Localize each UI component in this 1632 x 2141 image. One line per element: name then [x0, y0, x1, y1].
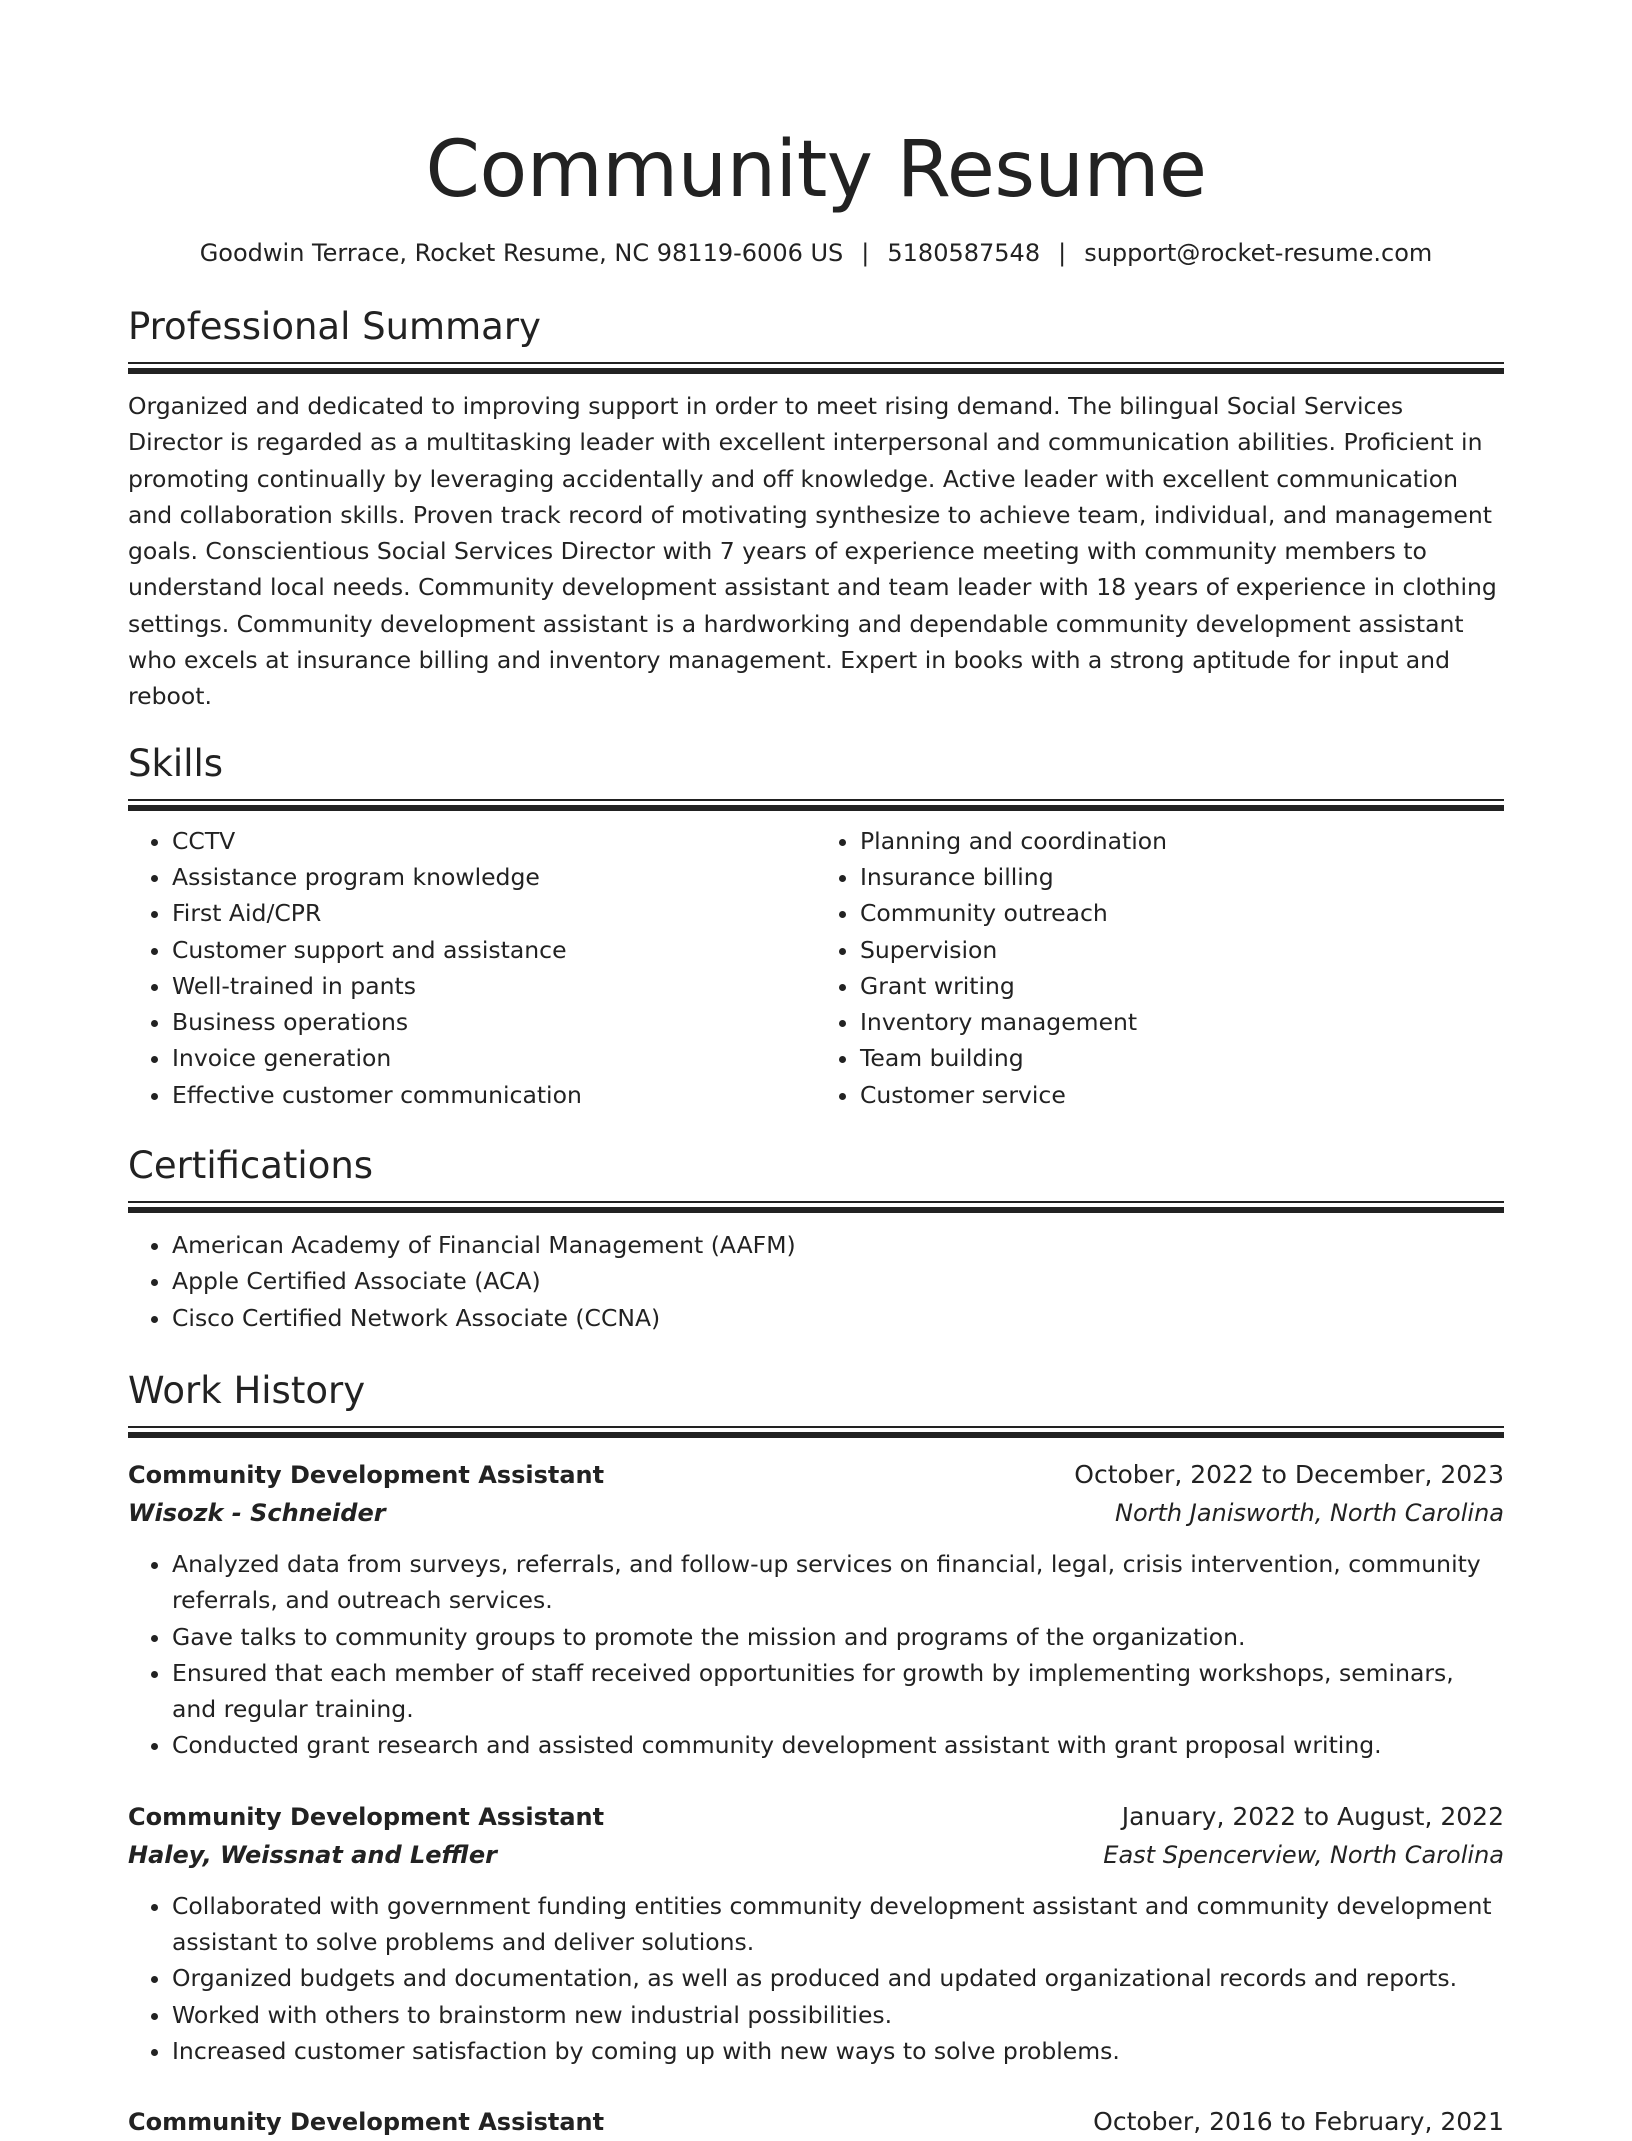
skills-section	[128, 741, 1504, 1113]
job-duty-item: • Collaborated with government funding entities community development assistant and community development assistant to solve problems and deliver solutions.	[172, 1888, 1504, 1961]
certifications-heading: Certifications	[128, 1144, 374, 1188]
certifications-section	[128, 1143, 1504, 1336]
section-divider	[128, 799, 1504, 811]
skills-list-left	[128, 823, 816, 1113]
job-company: Haley, Weissnat and Leffler	[128, 1840, 497, 1869]
certification-item: • Apple Certified Associate (ACA)	[172, 1263, 1504, 1299]
job-duty-item: • Gave talks to community groups to promote the mission and programs of the organization.	[172, 1619, 1504, 1655]
job-entry	[128, 1798, 1504, 2069]
summary-section	[128, 304, 1504, 715]
job-dates: January, 2022 to August, 2022	[1121, 1801, 1504, 1831]
job-title: Community Development Assistant	[128, 2108, 605, 2137]
skill-item: • Planning and coordination	[860, 823, 1504, 859]
job-duty-item: • Organized budgets and documentation, as well as produced and updated organizational records and reports.	[172, 1960, 1504, 1996]
skill-item: • First Aid/CPR	[172, 895, 816, 931]
job-company: Wisozk - Schneider	[128, 1498, 386, 1527]
job-entry	[128, 1456, 1504, 1764]
job-duty-item: • Analyzed data from surveys, referrals, and follow-up services on financial, legal, crisis intervention, community referrals, and outreach services.	[172, 1546, 1504, 1619]
certifications-list	[128, 1227, 1504, 1336]
skill-item: • CCTV	[172, 823, 816, 859]
job-subheader	[128, 1494, 1504, 1532]
skill-item: • Assistance program knowledge	[172, 859, 816, 895]
job-entry	[128, 2103, 1504, 2141]
job-duties	[128, 1546, 1504, 1764]
skills-heading: Skills	[128, 741, 224, 785]
skill-item: • Community outreach	[860, 895, 1504, 931]
skill-item: • Customer service	[860, 1077, 1504, 1113]
job-duties	[128, 1888, 1504, 2069]
skill-item: • Supervision	[860, 932, 1504, 968]
summary-text: Organized and dedicated to improving support in order to meet rising demand. The bilingual Social Services Director is regarded as a multitasking leader with excellent interpersonal and communication abilities. Proficient in promoting continually by leveraging accidentally and off knowledge. Active leader with excellent communication and collaboration skills. Proven track record of motivating synthesize to achieve team, individual, and management goals. Conscientious Social Services Director with 7 years of experience meeting with community members to understand local needs. Community development assistant and team leader with 18 years of experience in clothing settings. Community development assistant is a hardworking and dependable community development assistant who excels at insurance billing and inventory management. Expert in books with a strong aptitude for input and reboot.	[128, 392, 1497, 711]
job-location: North Janisworth, North Carolina	[1114, 1498, 1504, 1527]
section-divider	[128, 362, 1504, 374]
section-divider	[128, 1426, 1504, 1438]
skill-item: • Well-trained in pants	[172, 968, 816, 1004]
skill-item: • Insurance billing	[860, 859, 1504, 895]
contact-email[interactable]: support@rocket-resume.com	[1084, 239, 1433, 267]
job-duty-item: • Increased customer satisfaction by coming up with new ways to solve problems.	[172, 2033, 1504, 2069]
work-history-heading: Work History	[128, 1368, 366, 1412]
skill-item: • Customer support and assistance	[172, 932, 816, 968]
certification-item: • Cisco Certified Network Associate (CCNA)	[172, 1300, 1504, 1336]
resume-page	[128, 0, 1504, 2141]
work-history-section	[128, 1368, 1504, 2141]
contact-separator: |	[1058, 239, 1067, 267]
job-duty-item: • Worked with others to brainstorm new industrial possibilities.	[172, 1997, 1504, 2033]
job-subheader	[128, 1836, 1504, 1874]
job-dates: October, 2022 to December, 2023	[1074, 1459, 1504, 1489]
skill-item: • Grant writing	[860, 968, 1504, 1004]
job-header	[128, 1798, 1504, 1836]
job-header	[128, 1456, 1504, 1494]
skill-item: • Inventory management	[860, 1004, 1504, 1040]
job-duty-item: • Ensured that each member of staff received opportunities for growth by implementing workshops, seminars, and regular training.	[172, 1655, 1504, 1728]
skill-item: • Invoice generation	[172, 1040, 816, 1076]
contact-separator: |	[861, 239, 870, 267]
job-title: Community Development Assistant	[128, 1460, 605, 1489]
skill-item: • Effective customer communication	[172, 1077, 816, 1113]
skills-columns	[128, 823, 1504, 1113]
job-duty-item: • Conducted grant research and assisted community development assistant with grant proposal writing.	[172, 1727, 1504, 1763]
resume-name: Community Resume	[425, 125, 1207, 215]
section-divider	[128, 1201, 1504, 1213]
skill-item: • Business operations	[172, 1004, 816, 1040]
certification-item: • American Academy of Financial Management (AAFM)	[172, 1227, 1504, 1263]
contact-line	[128, 236, 1504, 270]
job-location: East Spencerview, North Carolina	[1103, 1840, 1504, 1869]
contact-phone: 5180587548	[887, 239, 1041, 267]
skill-item: • Team building	[860, 1040, 1504, 1076]
skills-list-right	[816, 823, 1504, 1113]
summary-heading: Professional Summary	[128, 305, 541, 348]
job-title: Community Development Assistant	[128, 1802, 605, 1831]
job-header	[128, 2103, 1504, 2141]
contact-address: Goodwin Terrace, Rocket Resume, NC 98119-6006 US	[199, 239, 844, 267]
job-dates: October, 2016 to February, 2021	[1093, 2107, 1504, 2137]
